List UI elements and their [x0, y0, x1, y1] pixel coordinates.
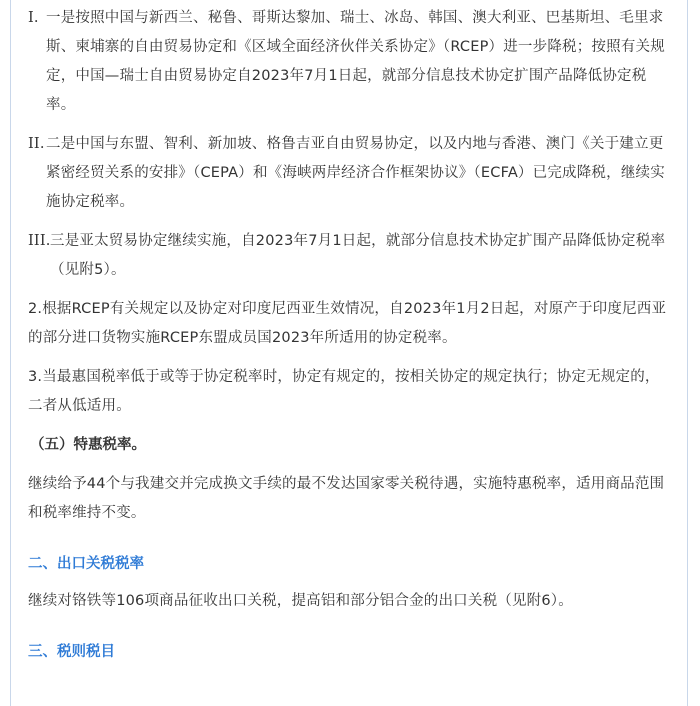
- list-item-text: 二是中国与东盟、智利、新加坡、格鲁吉亚自由贸易协定，以及内地与香港、澳门《关于建立更紧密经贸关系的安排》（CEPA）和《海峡两岸经济合作框架协议》（ECFA）已完成降税，继续实施协定税率。: [46, 136, 665, 210]
- list-item-ii: [28, 130, 674, 217]
- tariff-items-heading: 三、税则税目: [28, 644, 115, 660]
- section-5-text: 继续给予44个与我建交并完成换文手续的最不发达国家零关税待遇，实施特惠税率，适用商品范围和税率维持不变。: [28, 476, 665, 521]
- paragraph-2: 2.根据RCEP有关规定以及协定对印度尼西亚生效情况，自2023年1月2日起，对原产于印度尼西亚的部分进口货物实施RCEP东盟成员国2023年所适用的协定税率。: [28, 301, 667, 346]
- list-marker: II.: [28, 136, 45, 152]
- section-5-heading: （五）特惠税率。: [30, 437, 146, 453]
- list-marker: III.: [28, 233, 51, 249]
- list-marker: I.: [28, 10, 39, 26]
- list-item-i: [28, 4, 674, 120]
- export-tariff-text: 继续对铬铁等106项商品征收出口关税，提高铝和部分铝合金的出口关税（见附6）。: [28, 593, 573, 609]
- list-item-text: 一是按照中国与新西兰、秘鲁、哥斯达黎加、瑞士、冰岛、韩国、澳大利亚、巴基斯坦、毛里求斯、柬埔寨的自由贸易协定和《区域全面经济伙伴关系协定》（RCEP）进一步降税；按照有关规定，中国—瑞士自由贸易协定自2023年7月1日起，就部分信息技术协定扩围产品降低协定税率。: [46, 10, 665, 113]
- article-content: [28, 4, 674, 675]
- paragraph-3: 3.当最惠国税率低于或等于协定税率时，协定有规定的，按相关协定的规定执行；协定无规定的，二者从低适用。: [28, 369, 660, 414]
- list-item-text: 三是亚太贸易协定继续实施，自2023年7月1日起，就部分信息技术协定扩围产品降低协定税率（见附5）。: [50, 233, 666, 278]
- list-item-iii: [28, 227, 674, 285]
- export-tariff-heading: 二、出口关税税率: [28, 556, 144, 572]
